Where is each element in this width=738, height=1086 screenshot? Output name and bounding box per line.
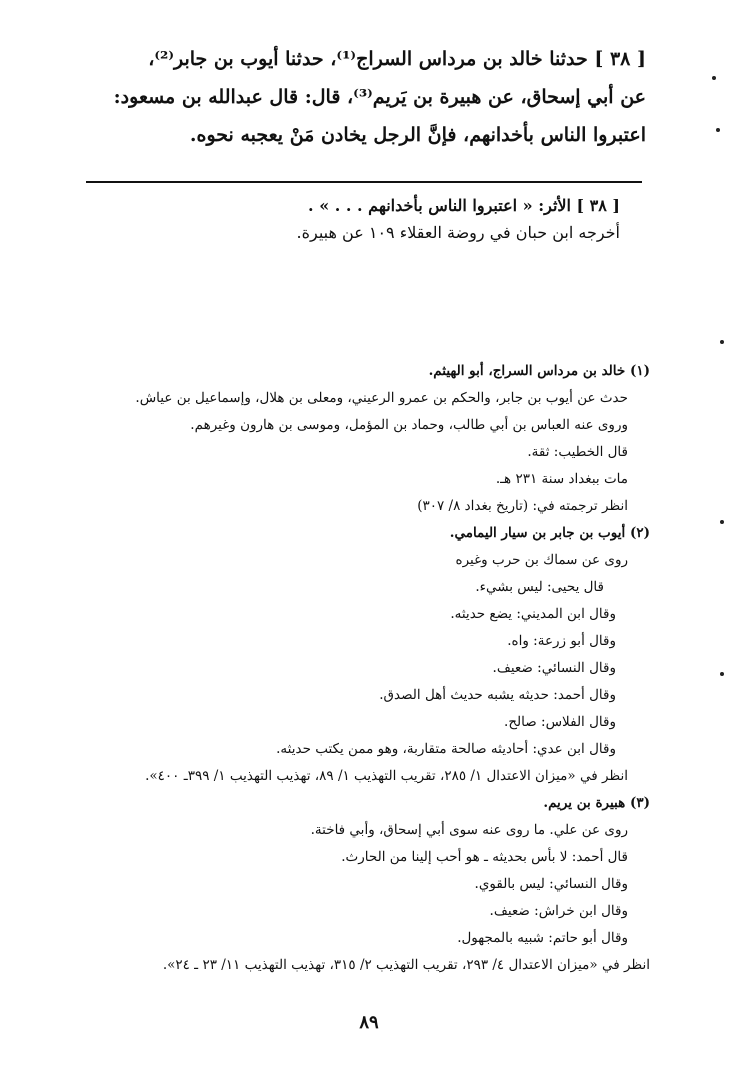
footnote-line: انظر في «ميزان الاعتدال ١/ ٢٨٥، تقريب التهذيب ١/ ٨٩، تهذيب التهذيب ١/ ٣٩٩ـ ٤٠٠». <box>145 768 628 784</box>
separator-rule <box>86 181 642 183</box>
scan-speck <box>720 672 724 676</box>
commentary-line: أخرجه ابن حبان في روضة العقلاء ١٠٩ عن هبيرة. <box>296 223 620 242</box>
footnote-1-head: (١) خالد بن مرداس السراج، أبو الهيثم. <box>428 363 650 379</box>
main-text-line: [ ٣٨ ] حدثنا خالد بن مرداس السراج⁽¹⁾، حدثنا أيوب بن جابر⁽²⁾، <box>148 48 646 70</box>
footnote-line: انظر في «ميزان الاعتدال ٤/ ٢٩٣، تقريب التهذيب ٢/ ٣١٥، تهذيب التهذيب ١١/ ٢٣ ـ ٢٤». <box>162 957 650 973</box>
footnote-line: وقال أحمد: حديثه يشبه حديث أهل الصدق. <box>379 687 616 703</box>
main-text-line: عن أبي إسحاق، عن هبيرة بن يَريم⁽³⁾، قال: قال عبدالله بن مسعود: <box>113 86 646 108</box>
footnote-line: وقال النسائي: ضعيف. <box>492 660 616 676</box>
footnote-line: وقال أبو زرعة: واه. <box>507 633 616 649</box>
scan-speck <box>720 340 724 344</box>
main-text-line: اعتبروا الناس بأخدانهم، فإنَّ الرجل يخادن مَنْ يعجبه نحوه. <box>189 124 646 146</box>
scan-speck <box>716 128 720 132</box>
scan-speck <box>720 520 724 524</box>
footnote-line: وقال ابن عدي: أحاديثه صالحة متقاربة، وهو ممن يكتب حديثه. <box>276 741 616 757</box>
footnote-line: روى عن سماك بن حرب وغيره <box>455 552 628 568</box>
footnotes <box>90 358 650 979</box>
scan-speck <box>712 76 716 80</box>
main-hadith-text <box>56 40 646 154</box>
footnote-2-head: (٢) أيوب بن جابر بن سيار اليمامي. <box>449 525 650 541</box>
footnote-line: مات ببغداد سنة ٢٣١ هـ. <box>495 471 628 487</box>
footnote-line: وقال ابن خراش: ضعيف. <box>489 903 628 919</box>
footnote-line: قال أحمد: لا بأس بحديثه ـ هو أحب إلينا من الحارث. <box>341 849 628 865</box>
footnote-3-head: (٣) هبيرة بن يريم. <box>543 795 650 811</box>
footnote-line: انظر ترجمته في: (تاريخ بغداد ٨/ ٣٠٧) <box>417 498 628 514</box>
footnote-line: قال الخطيب: ثقة. <box>527 444 628 460</box>
footnote-line: قال يحيى: ليس بشيء. <box>475 579 604 595</box>
commentary-line: [ ٣٨ ] الأثر: « اعتبروا الناس بأخدانهم . . . » . <box>308 196 620 215</box>
footnote-line: وقال الفلاس: صالح. <box>504 714 616 730</box>
footnote-line: وقال النسائي: ليس بالقوي. <box>474 876 628 892</box>
commentary-block <box>80 192 620 246</box>
footnote-line: وقال ابن المديني: يضع حديثه. <box>450 606 616 622</box>
page-number: ٨٩ <box>359 1012 379 1033</box>
footnote-line: حدث عن أيوب بن جابر، والحكم بن عمرو الرعيني، ومعلى بن هلال، وإسماعيل بن عياش. <box>135 390 628 406</box>
footnote-line: وروى عنه العباس بن أبي طالب، وحماد بن المؤمل، وموسى بن هارون وغيرهم. <box>190 417 628 433</box>
footnote-line: وقال أبو حاتم: شبيه بالمجهول. <box>457 930 628 946</box>
footnote-line: روى عن علي. ما روى عنه سوى أبي إسحاق، وأبي فاختة. <box>310 822 628 838</box>
